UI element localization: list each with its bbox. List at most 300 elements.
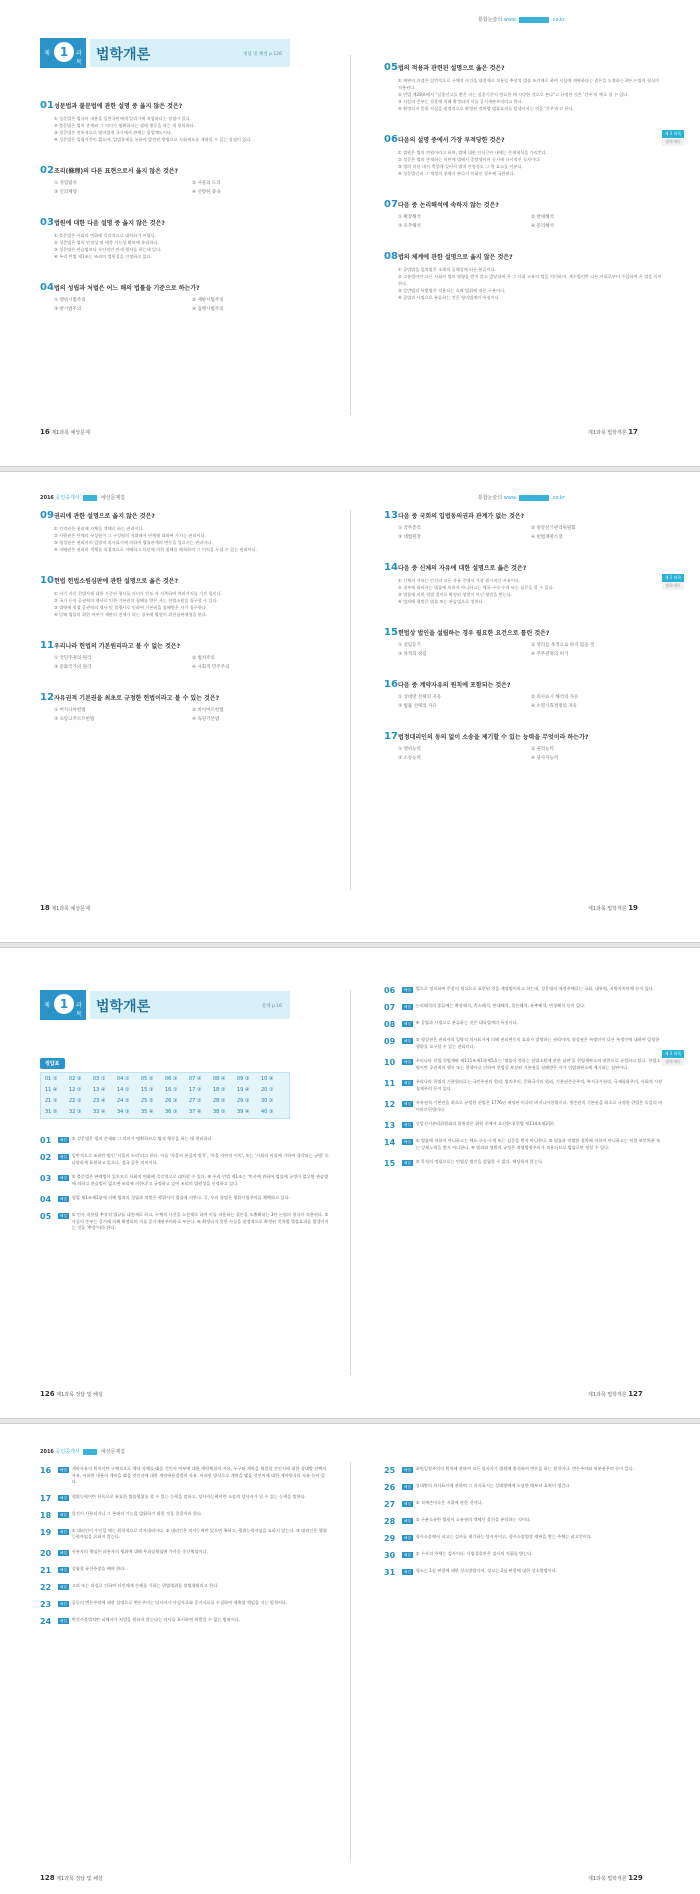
question-block [40,640,330,670]
answer-key-cell: 21 ② [45,1098,58,1104]
question-number: 12 [40,692,54,703]
question-head [40,165,330,176]
question-text: 다음 중 논리해석에 속하지 않는 것은? [398,202,499,209]
chapter-title: 법학개론 정답 및 해설 p.126 [90,39,290,67]
question-items [40,115,330,143]
explanation-number: 07 [384,1003,396,1012]
explanation-item [40,1212,330,1232]
question-block [40,100,330,143]
explanation-text: 반의사불벌죄란 피해자가 처벌을 원하지 않는다는 의사를 표시하면 처벌할 수 없는 범죄이다. [71,1616,241,1622]
answer-key-cell: 27 ② [189,1098,202,1104]
question-head [384,562,664,573]
explanation-number: 05 [40,1212,52,1221]
explanation-tag: 해설 [60,1550,67,1555]
question-item: ② 불문법은 법의 존재와 그 의미가 명확하다는 점에 행동을 하는 데 편리하다. [54,123,196,128]
question-text: 헌법 헌법소원심판에 관한 설명으로 옳은 것은? [54,578,179,585]
answer-key-cell: 15 ③ [141,1087,154,1093]
explanation-item [384,1079,664,1092]
question-items [40,525,330,553]
explanation-item [40,1549,330,1558]
explanation-tag: 해설 [404,1570,411,1574]
question-item: ① 성문법은 법규의 내용을 일반국민에게 알리기에 적합하다는 장점이 있다. [54,116,192,121]
answer-key-cell: 19 ④ [237,1087,250,1093]
explanation-item [384,1020,664,1029]
question-text: 법의 성립과 처벌은 어느 해의 법률을 기준으로 하는가? [54,285,200,292]
explanation-tag: 해설 [404,1081,411,1085]
question-block [40,510,330,553]
question-text: 자유권적 기본권을 최초로 규정한 헌법이라고 볼 수 있는 것은? [54,695,220,702]
answer-key-cell: 26 ③ [165,1098,178,1104]
answer-option: ② 의사표시 해석의 자유 [531,695,579,700]
explanation-item [384,1058,664,1071]
explanation-number: 06 [384,986,396,995]
question-text: 다음 중 계약자유의 원칙에 포함되는 것은? [398,682,511,689]
explanation-item [384,1138,664,1151]
question-block [40,692,330,722]
question-item: ① 법원은 법의 연원이라고 하며, 법에 대한 인식근단 내에는 존재형식을 가리킨다. [398,150,548,155]
answer-option: ③ 유추해석 [398,224,421,229]
explanation-text: ① 불문법은 판례법이 있으므로 사회의 변화에 즉각적으로 대처할 수 있다. ④ 우리 민법 제1조는 '민사에 관하여 법률에 규정이 없으면 관습법에 의하고 관습법이 없으면 조리에 의한다'고 규정하고 있어 조리의 법원성을 인정하고 있다. [71,1174,329,1186]
explanation-item [384,1500,664,1509]
explanation-tag: 해설 [60,1197,67,1201]
answer-option: ② 바이마르헌법 [192,708,224,713]
explanation-text: ② 수사의 주체는 검사이다. 사법경찰관은 검사의 지휘를 받는다. [415,1551,533,1556]
explanation-tag: 해설 [60,1468,67,1472]
explanation-number: 12 [384,1100,396,1109]
question-number: 01 [40,100,54,111]
answer-key-cell: 24 ② [117,1098,130,1104]
explanation-item [384,1483,664,1492]
explanation-item [384,1037,664,1050]
explanation-number: 25 [384,1466,396,1475]
question-head [40,510,330,521]
page-4 [0,1426,700,1894]
right-column [384,62,664,323]
explanation-text: ① 대리인이 수인일 때는 원칙적으로 각자대리이다. ② 대리인은 의사능력만 있으면 족하고, 행위능력자임을 요하지 않는다. ③ 대리인은 행위능력자임을 요하지 않는다. [71,1527,327,1539]
page-label: 2016 공인중개사 예상문제집 [40,1449,126,1455]
explanation-tag: 해설 [404,1485,411,1489]
question-options [40,707,330,722]
explanation-number: 21 [40,1565,52,1575]
explanation-item [40,1583,330,1592]
question-number: 03 [40,217,54,228]
explanation-text: ① 민사 적용될 추상적 법규를 대전제로 하고, 구체적 사건을 소전제로 하여 이를 적용하는 결론을 도출해내는 3단 논법의 형식이 적용된다. ② 사실의 존부는 증거에 의해 확정되며 이를 증거재판주의라고 부른다. ④ 확정되지 못한 사실을 잠정적으로 확정된 것처럼 법률효과를 발생시키는 것을 '추정'이라 한다. [71,1212,329,1230]
explanation-number: 14 [384,1138,396,1147]
answer-key-cell: 36 ③ [165,1109,178,1115]
left-column [40,100,330,334]
question-item: ③ 법령에 직접 공권력의 행사 및 불행사로 인하여 기본권을 침해받은 자가 청구한다. [54,605,208,610]
explanation-text: 우리나라 헌법의 기본원리로는 국민주권의 원리, 법치주의, 문화국가의 원리, 기본권존중주의, 복지국가원리, 국제평화주의, 사회적 시장경제주의 등이 있다. [415,1079,663,1091]
side-tab: 제 1 과목 법학개론 [662,130,684,146]
explanation-text: 최원일정주의의 원칙에 관하여 모든 당사자가 법원에 출석하여 변론을 하는 원칙이다. 변론주의와 처분권주의 등이 있다. [415,1466,634,1471]
explanation-number: 23 [40,1599,52,1609]
question-text: 다음 중 신체의 자유에 대한 설명으로 옳은 것은? [398,565,527,572]
answer-key-cell: 08 ④ [213,1076,226,1082]
chapter-banner [40,990,290,1020]
explanation-tag: 해설 [60,1584,67,1589]
page-2 [0,474,700,914]
explanation-tag: 해설 [60,1567,67,1572]
explanation-tag: 해설 [404,1161,411,1165]
question-head [384,731,664,742]
explanation-text: ④ 공법과 사법으로 분류하는 것은 대륙법계의 특징이다. [415,1020,518,1025]
question-options [384,694,664,709]
question-options [40,655,330,670]
answer-key-cell: 13 ④ [93,1087,106,1093]
question-item: ① 재판의 과정은 일반적으로 구체적 사건을 대전제로 적용될 추상적 법률 조건체로 하여 사실에 재판하다는 결론을 도출하는 3단 논법의 형식의 적용된다. [398,78,659,90]
question-number: 07 [384,199,398,210]
explanation-text: 공동의 변론주의에 대한 설명으로 변론주의는 당사자가 사실자료와 증거자료를 수집하여 제출할 책임을 지는 원칙이다. [71,1599,288,1605]
explanation-item [40,1466,330,1486]
explanation-number: 30 [384,1551,396,1560]
answer-option: ② 재판시법주의 [192,298,224,303]
answer-option: ④ 선량한 풍속 [192,190,221,195]
explanation-text: ③ 목적의 정립으로는 민법상 법인을 설립할 수 없다. 해당하지 않는다. [415,1159,544,1164]
answer-option: ③ 목적의 정립 [398,652,427,657]
explanation-tag: 해설 [60,1618,67,1623]
question-item: ② 성문은 법의 존재하는 미만에 법에서 종말생이어 동시에 규시적인 독자이다. [398,157,541,162]
answer-option: ③ 소송능력 [398,756,421,761]
question-item: ③ 성문법은 전통적으로 영미법계 국가에서 관례는 입법채도이다. [54,130,173,135]
question-items [40,590,330,618]
question-number: 11 [40,640,54,651]
question-options [384,746,664,761]
chapter-badge: 제 1 과목 [40,990,86,1020]
explanation-number: 22 [40,1582,52,1592]
explanation-text: 사용자의 책임은 피용자의 행위에 대해 무과실책임에 가까운 중간책임이다. [71,1548,208,1554]
question-number: 10 [40,575,54,586]
question-block [384,134,664,177]
explanation-number: 02 [40,1153,52,1162]
answer-key-cell: 06 ③ [165,1076,178,1082]
explanation-item [384,1003,664,1012]
question-number: 04 [40,282,54,293]
question-items [40,232,330,260]
question-text: 법원에 대한 다음 설명 중 옳지 않은 것은? [54,220,165,227]
explanation-text: 자유권적 기본권을 최초로 규정한 헌법은 1776년 제정된 미국의 버지니아헌법이다. 생존권적 기본권을 최초로 규정한 헌법은 독일의 바이마르헌법이다. [415,1100,663,1112]
answer-option: ① 설립등기 [398,643,421,648]
question-block [40,165,330,195]
explanation-item [384,1159,664,1168]
question-number: 14 [384,562,398,573]
explanation-item [40,1153,330,1166]
answer-key-cell: 28 ② [213,1098,226,1104]
answer-option: ① 행위능력 [398,747,421,752]
question-head [40,100,330,111]
explanation-tag: 해설 [404,1123,411,1127]
answer-option: ① 국민주권의 원리 [54,656,92,661]
question-number: 08 [384,251,398,262]
answer-key-cell: 12 ① [69,1087,82,1093]
answer-key-label: 정답표 [40,1058,65,1069]
explanation-item [384,986,664,995]
explanation-number: 31 [384,1568,396,1577]
answer-option: ④ 소멸시효결정의 자유 [531,704,578,709]
answer-key-cell: 34 ③ [117,1109,130,1115]
explanation-text: ① 법률에 의하지 아니하고는 체포·구속·수색 또는 심문을 받지 아니한다. ③ 법률과 적법한 절차에 의하지 아니하고는 처벌·보안처분 또는 강제노역을 받지 아니한다. ④ 범죄와 형벌의 규정은 죄형법정주의가 적용되므로 법률로만 정할 수 있다. [415,1138,661,1150]
answer-key-cell: 23 ④ [93,1098,106,1104]
question-head [384,134,664,145]
answer-option: ② 권리능력 [531,747,554,752]
footer-right: 제1과목 법학개론 17 [588,428,638,436]
question-block [384,510,664,540]
explanation-number: 26 [384,1483,396,1492]
explanation-item [384,1551,664,1560]
question-item: ③ 법률에 의한 적법 절차로 확정된 형벌이 아닌 형벌을 받는다. [398,592,513,597]
question-options [384,642,664,657]
question-head [40,692,330,703]
answer-option: ④ 독일기본법 [192,717,220,722]
answer-key-cell: 29 ③ [237,1098,250,1104]
question-text: 성문법과 불문법에 관한 설명 중 옳지 않은 것은? [54,103,183,110]
question-item: ④ 공법과 사법으로 분류하는 것은 영미법계의 특징이다. [398,295,501,300]
question-head [40,217,330,228]
question-item: ② 사원권은 단체의 구성원이 그 구성원의 지위에서 단체에 대하여 가지는 권리이다. [54,533,206,538]
question-text: 다음 중 국회의 입법동의권과 관계가 없는 것은? [398,513,525,520]
explanation-tag: 해설 [404,1502,411,1506]
explanation-number: 16 [40,1466,52,1475]
explanation-number: 20 [40,1548,52,1558]
question-item: ① 공법법을 일치법은 초계의 공체성에 따른 분류이다. [398,267,497,272]
question-number: 17 [384,731,398,742]
answer-key-cell: 31 ② [45,1109,58,1115]
explanation-tag: 해설 [60,1495,67,1500]
question-options [384,214,664,229]
answer-option: ④ 헌법재판소장 [531,535,563,540]
answer-key-cell: 01 ② [45,1076,58,1082]
answer-key-cell: 25 ② [141,1098,154,1104]
explanation-number: 27 [384,1500,396,1509]
explanation-number: 09 [384,1037,396,1046]
left-column [40,510,330,744]
side-tab: 제 1 과목 법학개론 [662,574,684,590]
explanation-item [40,1528,330,1541]
question-head [384,251,664,262]
question-block [384,627,664,657]
question-item: ④ 성문법인과 그 재정의 주체가 판다시 미회인 경우에 국한된다. [398,171,515,176]
explanation-tag: 해설 [60,1138,67,1142]
question-number: 16 [384,679,398,690]
explanation-text: 행위능력이란 단독으로 유효한 법률행위를 할 수 있는 능력을 말하고, 당사자능력이란 소송의 당사자가 될 수 있는 능력을 말한다. [71,1493,307,1499]
question-item: ② 고유법이란 다른 사회의 법의 영향을 받지 않고 발달하여 온 그 사회 고유의 법을 의미하며, 계수법이란 다른 사회로부터 수입하여 온 법을 의미한다. [398,274,662,286]
answer-key-cell: 07 ④ [189,1076,202,1082]
page-label: 2016 공인중개사 예상문제집 [40,495,126,501]
question-item: ④ 범죄에 형벌은 법률 또는 관습법으로 정한다. [398,599,484,604]
running-head: 통합논술의 www. .co.kr [478,17,566,23]
explanation-number: 18 [40,1510,52,1520]
question-options [40,180,330,195]
explanation-text: 우리나라 헌법 헌법재판 제111조제1항제5호는 '법률이 정하는 헌법소원에 관한 심판'을 헌법재판소의 권한으로 규정하고 있다. 헌법소원이란 공권력의 행사 또는 불행사로 인하여 헌법상 보장된 기본권을 침해받은 자가 헌법재판소에 제기하는 심판이다. [415,1058,661,1070]
explanation-text: 형법 제1조제1항에 의해 범죄의 성립과 처벌은 행위시의 법률에 의한다. 즉, 우리 형법은 행위시법주의를 채택하고 있다. [71,1195,290,1200]
question-head [384,627,664,638]
answer-key-cell: 02 ③ [69,1076,82,1082]
explanation-number: 28 [384,1517,396,1526]
explanation-text: 형사소송에서 피고는 검사를 제기하는 당사자이고, 형사소송법상 재판을 받는 주체는 피고인이다. [415,1534,593,1539]
question-item: ③ 법의 미년 내지 축성에 있어서 법적 안정성도 그 한 효소를 이룬다. [398,164,523,169]
footer-right: 제1과목 법학개론 129 [588,1874,643,1882]
explanation-tag: 해설 [60,1512,67,1517]
answer-option: ② 반대해석 [531,215,554,220]
question-number: 15 [384,627,398,638]
question-number: 02 [40,165,54,176]
question-head [40,282,330,293]
question-items [384,577,664,605]
explanation-item [384,1466,664,1475]
answer-option: ② 중앙선거관리위원회 [531,526,576,531]
right-column [384,986,664,1176]
answer-key-cell: 33 ④ [93,1109,106,1115]
question-block [384,679,664,709]
answer-option: ① 버지니아헌법 [54,708,86,713]
question-item: ① 신체의 자유는 인간의 모든 자유 중에서 가장 원시적인 자유이다. [398,578,521,583]
question-block [40,282,330,312]
question-text: 법의 체계에 관한 설명으로 옳지 않은 것은? [398,254,513,261]
explanation-item [40,1511,330,1520]
question-block [384,62,664,112]
explanation-tag: 해설 [60,1529,67,1534]
explanation-number: 01 [40,1136,52,1145]
explanation-text: 형소는 1심 판결에 대한 상소방법이며, 상고는 2심 판결에 대한 상소방법이다. [415,1568,558,1573]
explanation-item [40,1195,330,1204]
answer-option: ① 국무총리 [398,526,421,531]
answer-key-cell: 22 ③ [69,1098,82,1104]
answer-grid [40,1072,290,1119]
answer-key-cell: 32 ③ [69,1109,82,1115]
explanation-item [384,1121,664,1130]
question-text: 헌법상 법인을 설립하는 경우 필요한 요건으로 틀린 것은? [398,630,550,637]
question-text: 권리에 관한 설명으로 옳지 않은 것은? [54,513,155,520]
explanation-text: 일반적으로 조리란 범인 '사물의 도리'라고 한다. 이를 '사물의 본질적 법칙', '사물 자연의 이치', 또는 '사회의 이성에 기하여 생각되는 규범' 등 다양하게 표현하고 있으나, 결국 같은 의미이다. [71,1153,329,1165]
question-block [384,251,664,301]
explanation-number: 11 [384,1079,396,1088]
answer-key-cell: 35 ④ [141,1109,154,1115]
explanation-number: 15 [384,1159,396,1168]
left-column [40,1136,330,1240]
question-head [384,199,664,210]
page-1 [0,0,700,440]
explanation-number: 08 [384,1020,396,1029]
question-item: ② 경우에 따라서는 법률에 의하지 아니하고는 체포·구속·수색 또는 심문을 할 수 있다. [398,585,554,590]
answer-option: ① 상대방 선택의 자유 [398,695,442,700]
answer-option: ① 경험법칙 [54,181,77,186]
question-head [384,510,664,521]
page-3 [0,950,700,1405]
question-item: ④ 당해 법률의 위헌 여부가 재판의 전제가 되는 경우에 법원이 위헌심판제청을 한다. [54,612,208,617]
answer-key-cell: 18 ② [213,1087,226,1093]
explanation-item [384,1568,664,1577]
answer-key-cell: 16 ① [165,1087,178,1093]
explanation-item [384,1534,664,1543]
answer-key [40,1050,290,1119]
explanation-item [40,1174,330,1187]
explanation-number: 03 [40,1174,52,1183]
question-options [40,297,330,312]
question-text: 다음의 설명 중에서 가장 부적당한 것은? [398,137,505,144]
explanation-text: ② 성문법은 법의 존재와 그 의미가 명확하므로 법적 행동을 하는 데 편리하다. [71,1136,213,1141]
answer-key-cell: 10 ④ [261,1076,274,1082]
question-head [384,62,664,73]
question-item: ③ 일반법과 특별법은 적용되는 효력 범위에 따른 구분이다. [398,288,506,293]
answer-option: ② 사물의 도리 [192,181,221,186]
answer-option: ④ 집행시법주의 [192,307,224,312]
answer-key-cell: 17 ③ [189,1087,202,1093]
question-item: ② 성문법은 법의 안정성 및 예측 가능성 확보에 유리하다. [54,240,159,245]
question-item: ④ 성문법은 입법시간이 짧으며, 입법통제를 통하여 발전된 방법으로 사회제도를 개혁할 수 있는 장점이 있다. [54,137,252,142]
explanation-text: 중앙선거관리위원회의 위원장은 위원 중에서 호선한다(헌법 제114조제2항). [415,1121,555,1126]
question-block [384,562,664,605]
footer-right: 제1과목 법학개론 19 [588,904,638,912]
question-head [40,640,330,651]
side-tab: 제 1 과목 법학개론 [662,1050,684,1066]
right-column [384,510,664,783]
question-text: 법의 적용과 관련된 설명으로 옳은 것은? [398,65,505,72]
question-item: ④ 우리 민법 제1조는 조리의 법원성을 인정하고 있다. [54,254,152,259]
explanation-item [384,1100,664,1113]
right-column [384,1466,664,1585]
answer-key-cell: 37 ④ [189,1109,202,1115]
left-column [40,1466,330,1634]
explanation-tag: 해설 [60,1155,67,1159]
answer-option: ③ 프랑크푸르트헌법 [54,717,95,722]
question-head [40,575,330,586]
question-options [384,525,664,540]
explanation-number: 29 [384,1534,396,1543]
question-item: ② 국가 등이 공권력의 행사로 인한 기본권의 침해를 받은 자는 헌법소원을 청구할 수 있다. [54,598,218,603]
question-item: ① 인격권은 권리에 자체를 객체로 하는 권리이다. [54,526,144,531]
answer-key-cell: 20 ① [261,1087,274,1093]
answer-key-cell: 11 ④ [45,1087,58,1093]
answer-option: ② 법치주의 [192,656,215,661]
answer-key-cell: 05 ② [141,1076,154,1082]
answer-key-cell: 40 ③ [261,1109,274,1115]
question-item: ② 민법 제28조에서 "실종선고를 받은 자는 실종기간이 만료한 때 사망한 것으로 본다"고 규정한 것은 '간주'의 예로 할 수 있다. [398,92,629,97]
question-item: ④ 지배권은 권리의 객체를 직접적으로 지배하고 타인에 의한 침해를 배척하여 그 이익을 누릴 수 있는 권리이다. [54,547,258,552]
question-head [384,679,664,690]
explanation-tag: 해설 [404,1102,411,1106]
question-block [384,731,664,761]
question-block [384,199,664,229]
explanation-text: 법으로 정의하여 문장의 형식으로 표현된 것을 제정법이라고 하는데, 성문법의 제정주체로는 국회, 대통령, 지방자치단체 등이 있다. [415,986,655,991]
answer-key-cell: 38 ② [213,1109,226,1115]
explanation-text: 설립할 유산주장을 해야 한다. [71,1565,126,1571]
explanation-tag: 해설 [60,1214,67,1218]
footer-left: 128 제1과목 정답 및 해설 [40,1874,103,1882]
explanation-item [40,1600,330,1609]
explanation-tag: 해설 [404,1039,411,1043]
explanation-text: 논리해석의 종류에는 확장해석, 축소해석, 반대해석, 물론해석, 유추해석, 변경해석 등이 있다. [415,1003,586,1008]
explanation-number: 17 [40,1493,52,1503]
answer-key-cell: 09 ③ [237,1076,250,1082]
explanation-text: 물건이 사용되거나 그 본래의 기능을 발휘하기 위한 것을 종물이라 한다. [71,1510,203,1516]
footer-left: 126 제1과목 정답 및 해설 [40,1390,103,1398]
explanation-text: 고의 또는 과실로 인하여 타인에게 손해를 가하는 위법행위를 불법행위라고 한다. [71,1582,219,1588]
answer-option: ④ 문리해석 [531,224,554,229]
running-head: 통합논술의 www. .co.kr [478,495,566,501]
answer-option: ① 확장해석 [398,215,421,220]
footer-left: 18 제1과목 예상문제 [40,904,90,912]
explanation-number: 19 [40,1527,52,1537]
answer-option: ③ 대법원장 [398,535,421,540]
question-text: 우리나라 헌법의 기본원리라고 볼 수 없는 것은? [54,643,181,650]
question-number: 13 [384,510,398,521]
question-text: 법정대리인의 동의 없이 소송을 제기할 수 있는 능력을 무엇이라 하는가? [398,734,589,741]
answer-option: ④ 당사자능력 [531,756,559,761]
question-number: 09 [40,510,54,521]
explanation-text: ③ 형성권은 권리자의 일방적 의사표시에 의해 권리변동의 효과가 발생하는 권리이며, 형성권은 특정인이 다른 특정인에 대하여 일정한 행위를 요구할 수 있는 권리이다. [415,1037,660,1049]
explanation-tag: 해설 [404,1519,411,1523]
answer-option: ④ 사회적 민주주의 [192,665,230,670]
explanation-tag: 해설 [404,1536,411,1540]
